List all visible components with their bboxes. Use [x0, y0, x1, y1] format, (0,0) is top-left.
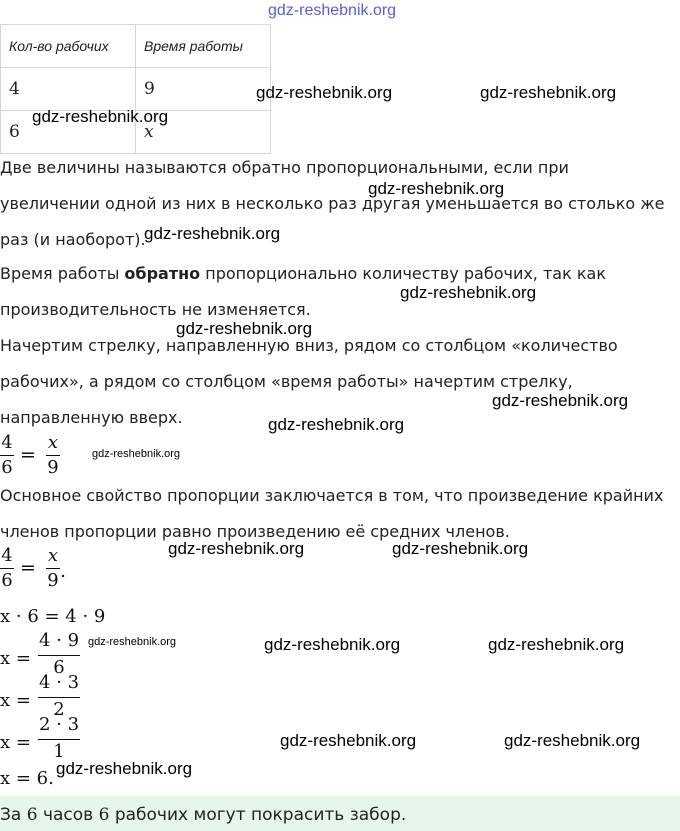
watermark: gdz-reshebnik.org [256, 83, 393, 102]
watermark: gdz-reshebnik.org [176, 319, 313, 338]
watermark: gdz-reshebnik.org [56, 759, 193, 778]
definition-line-1: Две величины называются обратно пропорциональными, если при [0, 158, 569, 177]
fraction-4-6 [0, 545, 14, 591]
watermark: gdz-reshebnik.org [32, 107, 169, 126]
fraction-denominator: 9 [47, 570, 59, 591]
equation-step-2-lhs: x = [0, 648, 31, 669]
table-row [1, 68, 271, 111]
watermark: gdz-reshebnik.org [264, 635, 401, 654]
arrow-line-3: направленную вверх. [0, 408, 183, 427]
fraction-4-6 [0, 432, 14, 478]
fraction-numerator: x [47, 432, 59, 453]
proportion-line-2: членов пропорции равно произведению её средних членов. [0, 522, 510, 541]
table-cell-time: x [136, 111, 271, 154]
inverse-line-1 [0, 264, 606, 284]
answer-text [0, 805, 406, 825]
table-header-row [1, 25, 271, 68]
fraction-numerator: 2 · 3 [38, 714, 80, 735]
inverse-text-post: пропорционально количеству рабочих, так как [200, 264, 606, 283]
fraction-bar [38, 655, 80, 656]
fraction-bar [46, 568, 60, 569]
fraction-bar [38, 739, 80, 740]
fraction-denominator: 9 [47, 457, 59, 478]
watermark: gdz-reshebnik.org [144, 224, 281, 243]
fraction-denominator: 1 [53, 741, 65, 762]
equation-step-5: x = 6. [0, 768, 54, 789]
answer-number-hours: 6 [26, 805, 38, 825]
fraction-bar [0, 455, 14, 456]
arrow-line-1: Начертим стрелку, направленную вниз, рядом со столбцом «количество [0, 336, 618, 355]
watermark: gdz-reshebnik.org [368, 179, 505, 198]
answer-mid: часов [37, 805, 99, 825]
fraction-numerator: x [47, 545, 59, 566]
fraction-numerator: 4 [1, 432, 13, 453]
equals-sign: = [20, 557, 36, 579]
answer-number-workers: 6 [98, 805, 110, 825]
inverse-line-2: производительность не изменяется. [0, 300, 311, 319]
watermark: gdz-reshebnik.org [168, 539, 305, 558]
fraction-bar [46, 455, 60, 456]
watermark: gdz-reshebnik.org [400, 283, 537, 302]
watermark: gdz-reshebnik.org [504, 731, 641, 750]
watermark-small: gdz-reshebnik.org [88, 636, 177, 648]
watermark: gdz-reshebnik.org [268, 415, 405, 434]
fraction-bar [0, 568, 14, 569]
fraction-numerator: 4 · 3 [38, 672, 80, 693]
fraction-numerator: 4 [1, 545, 13, 566]
fraction-denominator: 6 [1, 457, 13, 478]
definition-line-2: увеличении одной из них в несколько раз другая уменьшается во столько же [0, 194, 665, 213]
definition-line-3: раз (и наоборот). [0, 230, 146, 249]
proportion-line-1: Основное свойство пропорции заключается в том, что произведение крайних [0, 486, 664, 505]
inverse-bold: обратно [124, 264, 201, 283]
fraction-x-9 [46, 545, 60, 591]
fraction-denominator: 6 [53, 657, 65, 678]
watermark: gdz-reshebnik.org [392, 539, 529, 558]
table-header-time: Время работы [136, 25, 271, 68]
inverse-text-pre: Время работы [0, 264, 125, 283]
watermark-small: gdz-reshebnik.org [92, 448, 181, 460]
answer-pre: За [0, 805, 27, 825]
watermark: gdz-reshebnik.org [480, 83, 617, 102]
table-header-workers: Кол-во рабочих [1, 25, 136, 68]
watermark-top: gdz-reshebnik.org [268, 2, 397, 19]
fraction-denominator: 6 [1, 570, 13, 591]
period: . [60, 560, 67, 582]
answer-post: рабочих могут покрасить забор. [109, 805, 407, 825]
arrow-line-2: рабочих», а рядом со столбцом «время работы» начертим стрелку, [0, 372, 573, 391]
fraction-numerator: 4 · 9 [38, 630, 80, 651]
fraction-denominator: 2 [53, 699, 65, 720]
equals-sign: = [20, 444, 36, 466]
table-cell-workers: 6 [1, 111, 136, 154]
fraction-step-4 [38, 714, 80, 764]
watermark: gdz-reshebnik.org [492, 391, 629, 410]
equation-step-3-lhs: x = [0, 690, 31, 711]
equation-step-4-lhs: x = [0, 732, 31, 753]
data-table [0, 24, 271, 154]
watermark: gdz-reshebnik.org [280, 731, 417, 750]
table-cell-workers: 4 [1, 68, 136, 111]
equation-step-1: x · 6 = 4 · 9 [0, 606, 106, 627]
watermark: gdz-reshebnik.org [488, 635, 625, 654]
table-cell-time: 9 [136, 68, 271, 111]
fraction-x-9 [46, 432, 60, 478]
fraction-bar [38, 697, 80, 698]
